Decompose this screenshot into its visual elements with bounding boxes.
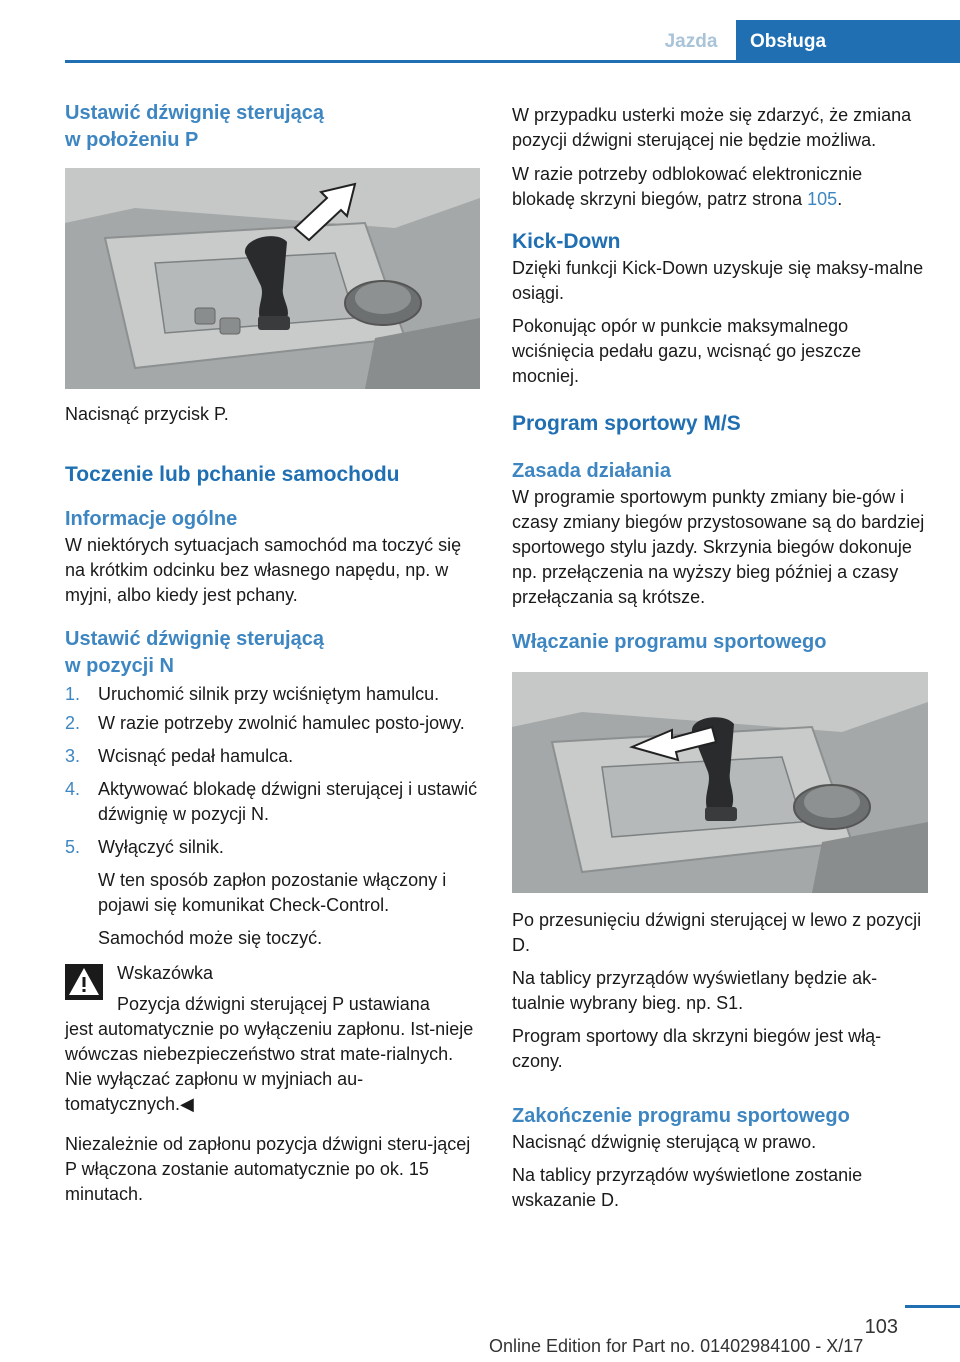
step-text: Uruchomić silnik przy wciśniętym hamulcu.: [98, 684, 440, 704]
step-text: Wyłączyć silnik.: [98, 837, 224, 857]
edition-footer: Online Edition for Part no. 01402984100 - X/17: [489, 1336, 864, 1356]
heading-neutral-position: Ustawić dźwignię sterującą w pozycji N: [65, 628, 324, 677]
heading-park-position: Ustawić dźwignię sterującą w położeniu P: [65, 102, 324, 151]
kickdown-text-2: Pokonując opór w punkcie maksymalnego wciśnięcia pedału gazu, wcisnąć go jeszcze mocniej.: [512, 316, 862, 386]
auto-park-text: Niezależnie od zapłonu pozycja dźwigni steru-jącej P włączona zostanie automatycznie po ok. 15 minutach.: [65, 1134, 471, 1204]
step-number: 4.: [65, 779, 81, 799]
tab-jazda[interactable]: Jazda: [664, 31, 718, 52]
principle-text: W programie sportowym punkty zmiany bie-gów i czasy zmiany biegów przystosowane są do bardziej sportowego stylu jazdy. Skrzynia biegów dokonuje np. przełączenia na wyższy bieg później a czasy przełączania są krótsze.: [512, 487, 925, 607]
warning-text: jest automatycznie po wyłączeniu zapłonu. Ist-nieje wówczas niebezpieczeństwo strat mate-rialnych. Nie wyłączać zapłonu w myjniach au-tomatycznych.◀: [65, 1019, 474, 1114]
step5-note-ignition: W ten sposób zapłon pozostanie włączony i pojawi się komunikat Check-Control.: [98, 870, 447, 915]
unlock-text-before: W razie potrzeby odblokować elektronicznie blokadę skrzyni biegów, patrz strona: [512, 164, 863, 209]
warning-box: [65, 961, 480, 1117]
sport-off-text-2: Na tablicy przyrządów wyświetlone zostanie wskazanie D.: [512, 1165, 863, 1210]
sport-off-text-1: Nacisnąć dźwignię sterującą w prawo.: [512, 1132, 817, 1152]
step5-note-roll: Samochód może się toczyć.: [98, 928, 323, 948]
list-item: [65, 682, 480, 707]
heading-sport-program: Program sportowy M/S: [512, 412, 741, 435]
list-item: [65, 777, 480, 827]
heading-sport-off: Zakończenie programu sportowego: [512, 1105, 850, 1127]
page-number: 103: [864, 1316, 898, 1338]
gear-lever-photo-p: [65, 168, 480, 389]
fault-text: W przypadku usterki może się zdarzyć, że zmiana pozycji dźwigni sterującej nie będzie możliwa.: [512, 105, 912, 150]
step-text: W razie potrzeby zwolnić hamulec posto-jowy.: [98, 713, 465, 733]
general-info-text: W niektórych sytuacjach samochód ma toczyć się na krótkim odcinku bez własnego napędu, np. w myjni, albo kiedy jest pchany.: [65, 535, 462, 605]
step-text: Aktywować blokadę dźwigni sterującej i ustawić dźwignię w pozycji N.: [98, 779, 478, 824]
list-item: [65, 835, 480, 860]
sport-on-text-1: Po przesunięciu dźwigni sterującej w lewo z pozycji D.: [512, 910, 922, 955]
list-item: [65, 711, 480, 736]
heading-kickdown: Kick-Down: [512, 230, 621, 253]
unlock-text: [512, 162, 928, 212]
towing-steps: [65, 682, 480, 860]
list-item: [65, 744, 480, 769]
step-number: 1.: [65, 684, 81, 704]
heading-principle: Zasada działania: [512, 460, 671, 482]
step-number: 5.: [65, 837, 81, 857]
sport-on-text-2: Na tablicy przyrządów wyświetlany będzie ak-tualnie wybrany bieg. np. S1.: [512, 968, 878, 1013]
heading-sport-on: Włączanie programu sportowego: [512, 631, 827, 653]
press-p-text: Nacisnąć przycisk P.: [65, 404, 229, 424]
page-link-105[interactable]: 105: [807, 189, 838, 209]
unlock-text-after: .: [837, 189, 843, 209]
step-text: Wcisnąć pedał hamulca.: [98, 746, 294, 766]
step-number: 2.: [65, 713, 81, 733]
warning-text-first-line: Pozycja dźwigni sterującej P ustawiana: [117, 994, 430, 1014]
tab-obsluga[interactable]: Obsługa: [736, 20, 960, 63]
step-number: 3.: [65, 746, 81, 766]
sport-on-text-3: Program sportowy dla skrzyni biegów jest włą-czony.: [512, 1026, 882, 1071]
left-column: [65, 100, 480, 1207]
kickdown-text-1: Dzięki funkcji Kick-Down uzyskuje się maksy-malne osiągi.: [512, 258, 924, 303]
right-column: [512, 100, 928, 1213]
footer-rule: [905, 1305, 960, 1308]
heading-general-info: Informacje ogólne: [65, 508, 238, 530]
warning-title: Wskazówka: [117, 963, 214, 983]
gear-lever-photo-sport: [512, 672, 928, 893]
heading-towing: Toczenie lub pchanie samochodu: [65, 463, 400, 486]
warning-triangle-icon: [65, 964, 103, 1000]
